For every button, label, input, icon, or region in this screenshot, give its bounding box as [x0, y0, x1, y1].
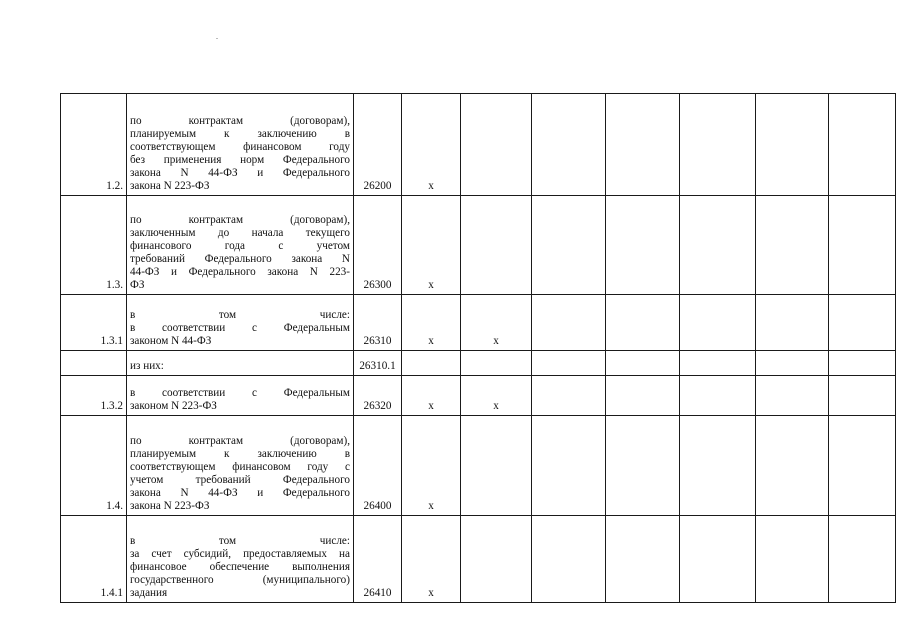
row-code: 26200 — [354, 94, 402, 196]
description-line: государственного (муниципального) — [130, 574, 350, 586]
mark-cell-col4: x — [402, 516, 461, 603]
table-row — [61, 516, 896, 603]
scan-speck — [216, 38, 218, 39]
empty-cell-col10 — [829, 351, 896, 376]
row-description — [127, 416, 354, 516]
description-line: планируемым к заключению в — [130, 128, 350, 140]
description-line: по контрактам (договорам), — [130, 214, 350, 226]
empty-cell-col7 — [606, 351, 680, 376]
description-line: за счет субсидий, предоставляемых на — [130, 548, 350, 560]
empty-cell-col6 — [532, 94, 606, 196]
description-line: заключенным до начала текущего — [130, 227, 350, 239]
empty-cell-col6 — [532, 516, 606, 603]
row-description — [127, 295, 354, 351]
description-line: законом N 44-ФЗ — [130, 335, 212, 347]
description-line: в соответствии с Федеральным — [130, 387, 350, 399]
mark-cell-col4: x — [402, 295, 461, 351]
description-line: в том числе: — [130, 309, 350, 321]
description-line: закона N 44-ФЗ и Федерального — [130, 487, 350, 499]
table-row — [61, 416, 896, 516]
row-code: 26320 — [354, 376, 402, 416]
empty-cell-col7 — [606, 416, 680, 516]
description-line: 44-ФЗ и Федерального закона N 223- — [130, 266, 350, 278]
mark-cell-col4 — [402, 351, 461, 376]
empty-cell-col10 — [829, 196, 896, 295]
row-number: 1.3.2 — [61, 376, 127, 416]
row-code: 26300 — [354, 196, 402, 295]
mark-cell-col5 — [461, 196, 532, 295]
description-line: финансовое обеспечение выполнения — [130, 561, 350, 573]
row-number — [61, 351, 127, 376]
row-description — [127, 196, 354, 295]
table-row — [61, 94, 896, 196]
empty-cell-col8 — [680, 416, 756, 516]
empty-cell-col7 — [606, 295, 680, 351]
description-line: соответствующем финансовом году — [130, 141, 350, 153]
row-number: 1.3.1 — [61, 295, 127, 351]
empty-cell-col10 — [829, 416, 896, 516]
empty-cell-col10 — [829, 376, 896, 416]
description-line: планируемым к заключению в — [130, 448, 350, 460]
empty-cell-col6 — [532, 351, 606, 376]
empty-cell-col6 — [532, 196, 606, 295]
empty-cell-col6 — [532, 376, 606, 416]
mark-cell-col5 — [461, 516, 532, 603]
description-line: в том числе: — [130, 535, 350, 547]
description-line: в соответствии с Федеральным — [130, 322, 350, 334]
empty-cell-col8 — [680, 516, 756, 603]
empty-cell-col8 — [680, 351, 756, 376]
empty-cell-col9 — [756, 416, 829, 516]
empty-cell-col7 — [606, 196, 680, 295]
empty-cell-col9 — [756, 295, 829, 351]
description-line: задания — [130, 587, 168, 599]
mark-cell-col5 — [461, 94, 532, 196]
description-line: требований Федерального закона N — [130, 253, 350, 265]
empty-cell-col8 — [680, 376, 756, 416]
mark-cell-col4: x — [402, 196, 461, 295]
row-code: 26400 — [354, 416, 402, 516]
description-line: законом N 223-ФЗ — [130, 400, 217, 412]
description-line: соответствующем финансовом году с — [130, 461, 350, 473]
row-description — [127, 376, 354, 416]
mark-cell-col5: x — [461, 295, 532, 351]
empty-cell-col6 — [532, 295, 606, 351]
row-code: 26310.1 — [354, 351, 402, 376]
empty-cell-col8 — [680, 94, 756, 196]
mark-cell-col5 — [461, 351, 532, 376]
row-description — [127, 351, 354, 376]
description-line: по контрактам (договорам), — [130, 115, 350, 127]
row-code: 26310 — [354, 295, 402, 351]
empty-cell-col9 — [756, 196, 829, 295]
empty-cell-col8 — [680, 196, 756, 295]
mark-cell-col4: x — [402, 94, 461, 196]
table-row — [61, 351, 896, 376]
row-number: 1.2. — [61, 94, 127, 196]
row-description — [127, 94, 354, 196]
description-line: закона N 223-ФЗ — [130, 500, 210, 512]
description-line: по контрактам (договорам), — [130, 435, 350, 447]
table-row — [61, 196, 896, 295]
mark-cell-col5: x — [461, 376, 532, 416]
empty-cell-col10 — [829, 295, 896, 351]
empty-cell-col8 — [680, 295, 756, 351]
description-line: ФЗ — [130, 279, 145, 291]
mark-cell-col4: x — [402, 376, 461, 416]
empty-cell-col9 — [756, 94, 829, 196]
row-code: 26410 — [354, 516, 402, 603]
table-row — [61, 295, 896, 351]
empty-cell-col10 — [829, 94, 896, 196]
report-table — [60, 93, 896, 603]
description-line: без применения норм Федерального — [130, 154, 350, 166]
table-row — [61, 376, 896, 416]
description-line: учетом требований Федерального — [130, 474, 350, 486]
mark-cell-col5 — [461, 416, 532, 516]
description-line: финансового года с учетом — [130, 240, 350, 252]
empty-cell-col9 — [756, 376, 829, 416]
empty-cell-col7 — [606, 516, 680, 603]
empty-cell-col7 — [606, 94, 680, 196]
empty-cell-col10 — [829, 516, 896, 603]
report-table-body — [61, 94, 896, 603]
mark-cell-col4: x — [402, 416, 461, 516]
empty-cell-col7 — [606, 376, 680, 416]
description-line: из них: — [130, 360, 164, 372]
description-line: закона N 223-ФЗ — [130, 180, 210, 192]
row-number: 1.3. — [61, 196, 127, 295]
empty-cell-col6 — [532, 416, 606, 516]
description-line: закона N 44-ФЗ и Федерального — [130, 167, 350, 179]
row-number: 1.4. — [61, 416, 127, 516]
empty-cell-col9 — [756, 516, 829, 603]
row-description — [127, 516, 354, 603]
empty-cell-col9 — [756, 351, 829, 376]
row-number: 1.4.1 — [61, 516, 127, 603]
